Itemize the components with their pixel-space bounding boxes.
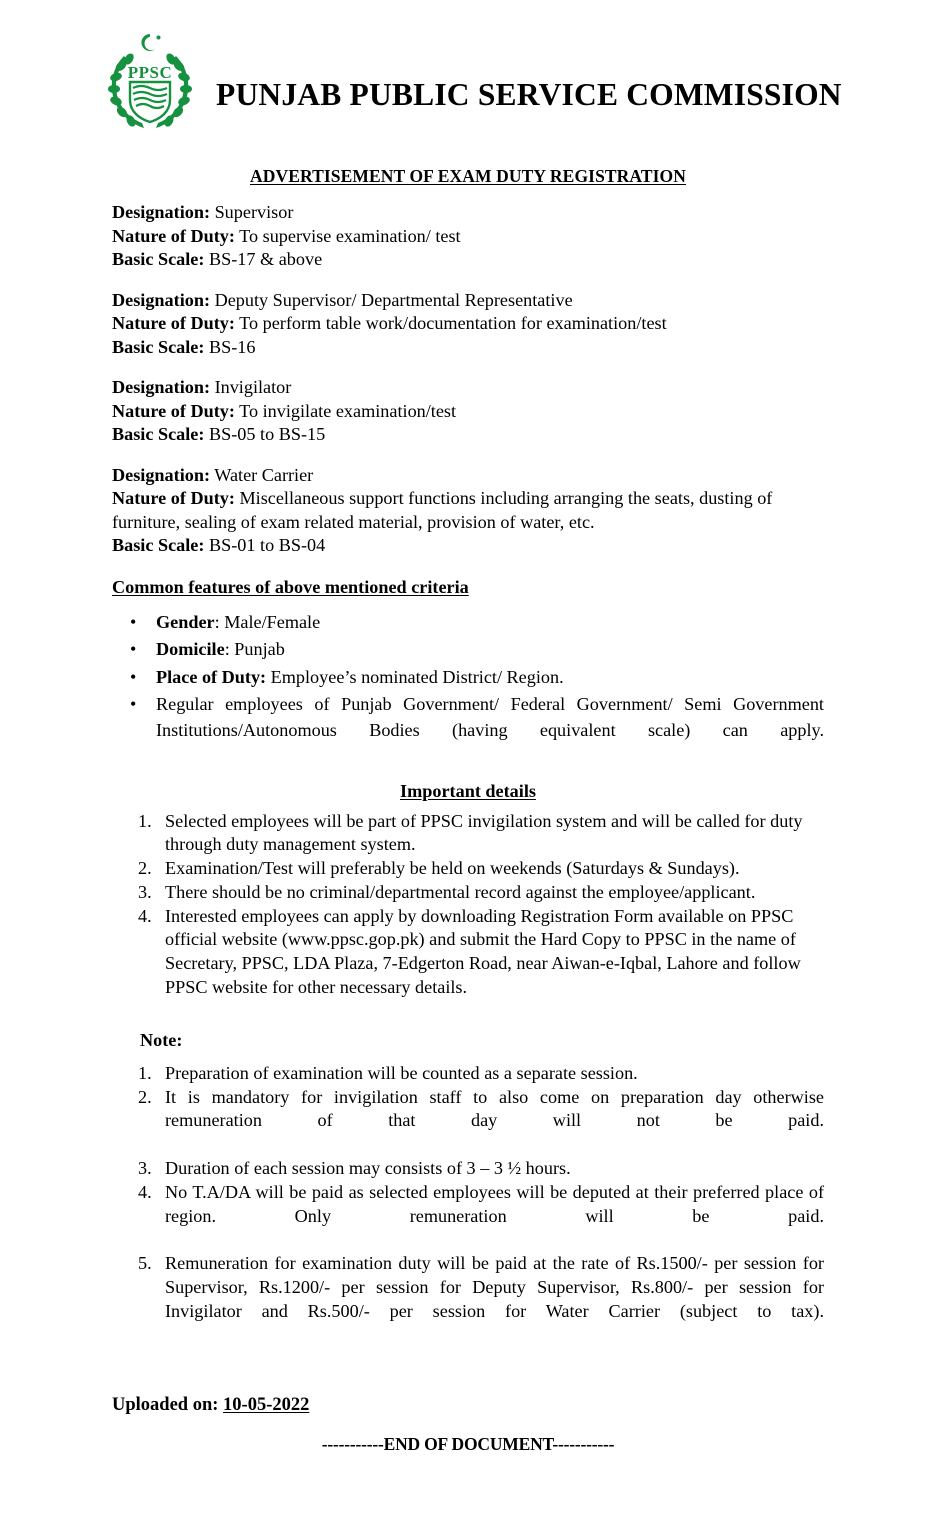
- bullet-value: Employee’s nominated District/ Region.: [270, 666, 564, 687]
- nature-of-duty-label: Nature of Duty:: [112, 488, 235, 508]
- basic-scale-line: [112, 336, 824, 360]
- basic-scale-label: Basic Scale:: [112, 535, 205, 555]
- basic-scale-value: BS-17 & above: [209, 249, 323, 269]
- nature-of-duty-line: [112, 312, 824, 336]
- list-item: [112, 637, 824, 663]
- basic-scale-line: [112, 423, 824, 447]
- designation-value: Supervisor: [214, 202, 294, 222]
- organization-title: PUNJAB PUBLIC SERVICE COMMISSION: [216, 77, 842, 112]
- bullet-label: Gender: [156, 611, 215, 632]
- spacer: [112, 1377, 824, 1395]
- important-details-heading: Important details: [400, 780, 536, 801]
- designation-line: [112, 201, 824, 225]
- designation-value: Deputy Supervisor/ Departmental Representative: [214, 289, 573, 310]
- designation-line: [112, 376, 824, 400]
- designation-value: Water Carrier: [214, 464, 314, 485]
- list-item: There should be no criminal/departmental record against the employee/applicant.: [165, 881, 756, 902]
- common-features-section: [112, 575, 824, 606]
- list-item: It is mandatory for invigilation staff to also come on preparation day otherwise remuneration of that day will not be paid.: [165, 1086, 824, 1131]
- list-item: Interested employees can apply by downloading Registration Form available on PPSC official website (www.ppsc.gop.pk) and submit the Hard Copy to PPSC in the name of Secretary, PPSC, LDA Plaza, 7-Edgerton Road, near Aiwan-e-Iqbal, Lahore and follow PPSC website for other necessary details.: [165, 905, 801, 998]
- common-features-list: [112, 610, 824, 769]
- position-block-supervisor: [112, 201, 824, 272]
- basic-scale-line: [112, 248, 824, 272]
- basic-scale-label: Basic Scale:: [112, 336, 205, 357]
- designation-line: [112, 289, 824, 313]
- designation-label: Designation:: [112, 464, 211, 485]
- nature-of-duty-line: [112, 225, 824, 249]
- document-title: ADVERTISEMENT OF EXAM DUTY REGISTRATION: [250, 166, 686, 186]
- spacer: [112, 1347, 824, 1377]
- basic-scale-label: Basic Scale:: [112, 424, 205, 444]
- list-item: Examination/Test will preferably be held on weekends (Saturdays & Sundays).: [165, 858, 740, 879]
- list-item: Preparation of examination will be counted as a separate session.: [165, 1062, 638, 1083]
- designation-line: [112, 464, 824, 488]
- basic-scale-value: BS-01 to BS-04: [209, 535, 326, 555]
- end-of-document: -----------END OF DOCUMENT-----------: [321, 1434, 615, 1455]
- nature-of-duty-line: [112, 487, 824, 534]
- designation-label: Designation:: [112, 289, 211, 310]
- list-item: No T.A/DA will be paid as selected employees will be deputed at their preferred place of region. Only remuneration will be paid.: [165, 1181, 824, 1226]
- list-item: [112, 665, 824, 691]
- position-block-water-carrier: [112, 464, 824, 558]
- bullet-label: Place of Duty:: [156, 666, 267, 687]
- important-details-list: [112, 810, 824, 1000]
- nature-of-duty-value: Miscellaneous support functions including arranging the seats, dusting of furniture, sealing of exam related material, provision of water, etc.: [112, 488, 773, 532]
- nature-of-duty-line: [112, 400, 824, 424]
- nature-of-duty-value: To perform table work/documentation for examination/test: [239, 313, 667, 333]
- designation-label: Designation:: [112, 202, 211, 222]
- nature-of-duty-label: Nature of Duty:: [112, 313, 235, 333]
- note-list: [112, 1062, 824, 1348]
- document-body: [112, 166, 824, 1455]
- list-item: Remuneration for examination duty will be paid at the rate of Rs.1500/- per session for Supervisor, Rs.1200/- per session for Deputy Supervisor, Rs.800/- per session for Invigilator and Rs.500/- per session for Water Carrier (subject to tax).: [165, 1253, 824, 1321]
- position-block-invigilator: [112, 376, 824, 447]
- spacer: [112, 1000, 824, 1030]
- basic-scale-value: BS-05 to BS-15: [209, 424, 326, 444]
- uploaded-on-label: Uploaded on:: [112, 1395, 219, 1416]
- position-block-deputy-supervisor: [112, 289, 824, 360]
- designation-label: Designation:: [112, 377, 211, 397]
- uploaded-on-line: [112, 1395, 824, 1416]
- svg-text:PPSC: PPSC: [127, 63, 173, 82]
- list-item: Selected employees will be part of PPSC invigilation system and will be called for duty through duty management system.: [165, 810, 803, 855]
- common-features-heading: Common features of above mentioned criteria: [112, 576, 469, 597]
- basic-scale-line: [112, 534, 824, 558]
- bullet-sep: :: [214, 611, 225, 632]
- list-item: [112, 610, 824, 636]
- document-header: [0, 18, 933, 143]
- bullet-value: Regular employees of Punjab Government/ Federal Government/ Semi Government Institutions/Autonomous Bodies (having equivalent scale) can apply.: [156, 694, 824, 740]
- nature-of-duty-value: To invigilate examination/test: [239, 400, 457, 421]
- designation-value: Invigilator: [214, 377, 292, 397]
- nature-of-duty-value: To supervise examination/ test: [239, 225, 461, 246]
- note-heading: Note:: [140, 1029, 183, 1050]
- basic-scale-value: BS-16: [209, 336, 256, 357]
- bullet-sep: :: [224, 639, 235, 659]
- important-details-heading-wrap: [112, 781, 824, 802]
- basic-scale-label: Basic Scale:: [112, 249, 205, 269]
- bullet-value: Punjab: [234, 639, 285, 659]
- list-item: [112, 692, 824, 769]
- nature-of-duty-label: Nature of Duty:: [112, 400, 235, 421]
- list-item: Duration of each session may consists of 3 – 3 ½ hours.: [165, 1158, 571, 1179]
- bullet-label: Domicile: [156, 639, 225, 659]
- bullet-value: Male/Female: [224, 611, 321, 632]
- uploaded-on-date: 10-05-2022: [223, 1395, 310, 1416]
- ppsc-logo-icon: [104, 26, 196, 136]
- nature-of-duty-label: Nature of Duty:: [112, 225, 235, 246]
